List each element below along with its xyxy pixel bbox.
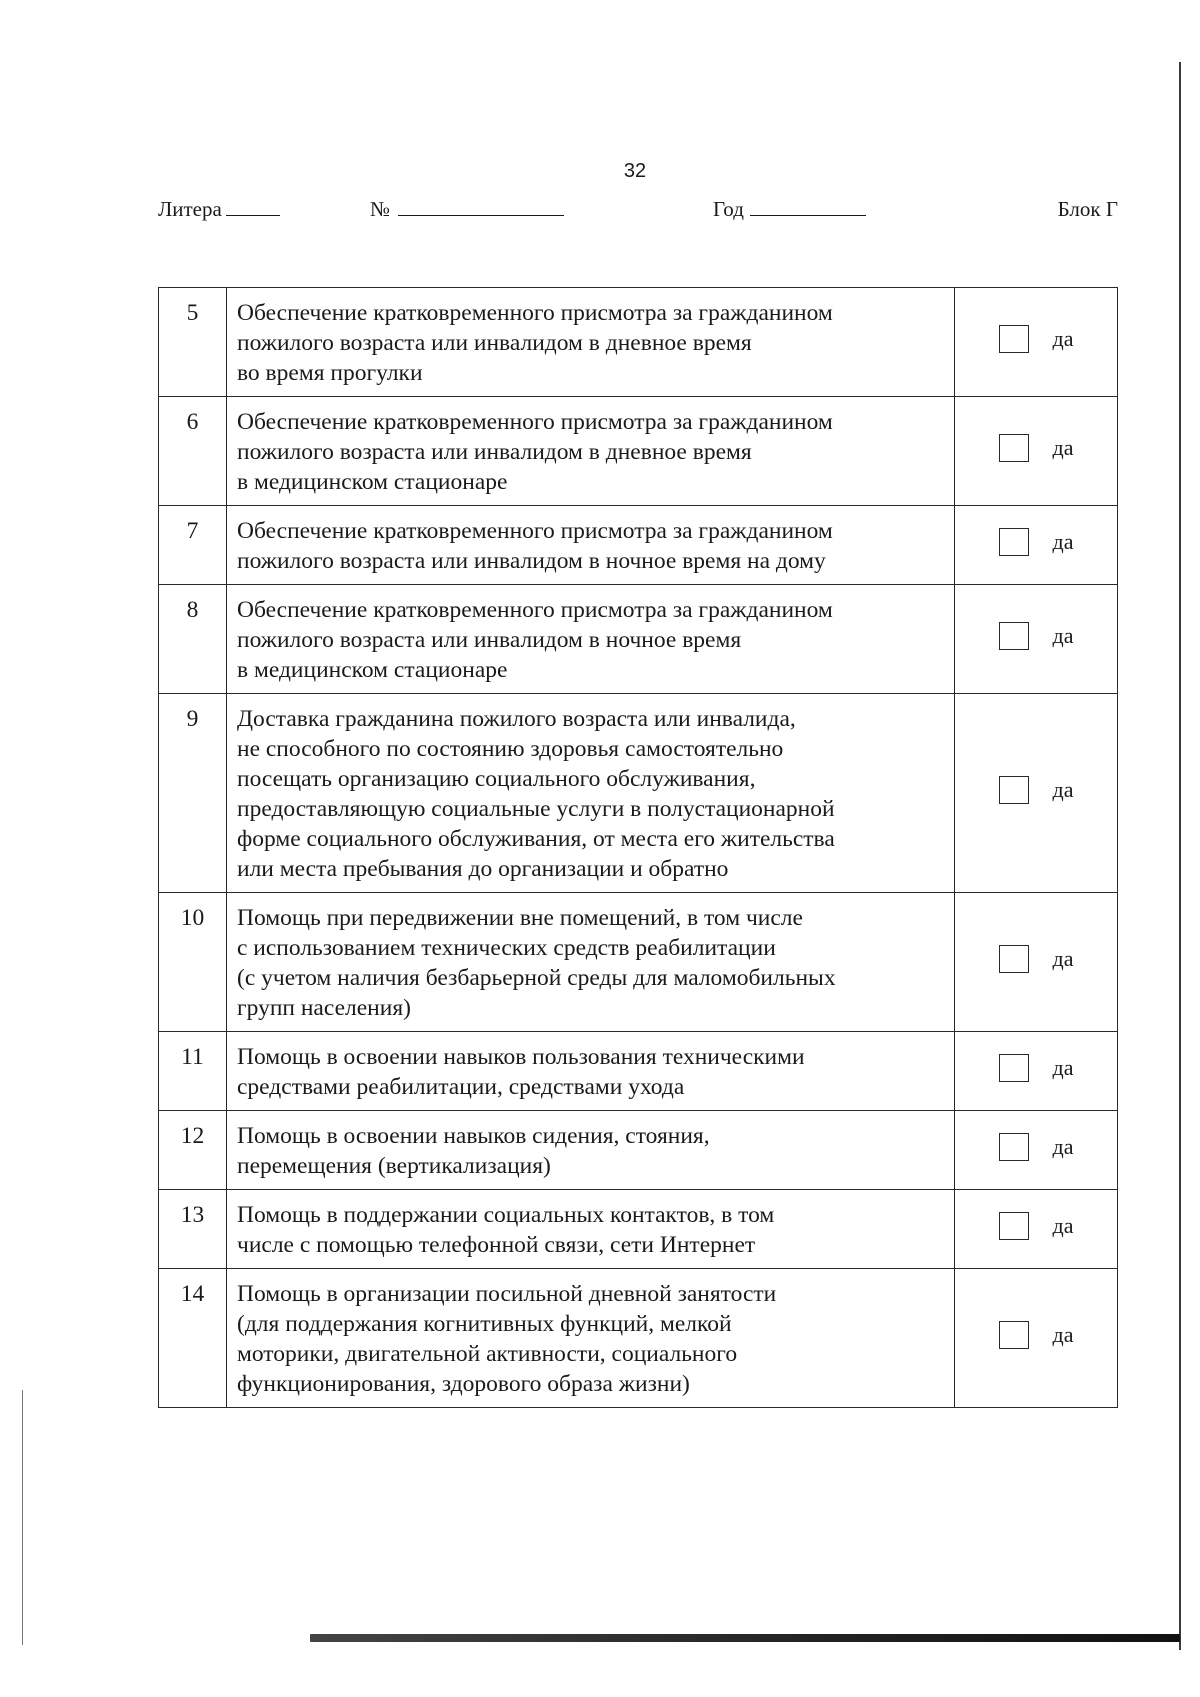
row-number: 5 [159,288,227,397]
description-line: Помощь в освоении навыков пользования техническими [237,1044,805,1070]
description-line: посещать организацию социального обслуживания, [237,766,756,792]
yes-checkbox[interactable] [999,622,1029,650]
answer-option [999,1053,1074,1083]
answer-cell [955,1190,1118,1269]
answer-cell [955,397,1118,506]
service-row [159,694,1118,893]
yes-label: да [1052,1054,1074,1080]
answer-option [999,433,1074,463]
answer-option [999,1132,1074,1162]
row-number: 6 [159,397,227,506]
yes-label: да [1052,1321,1074,1347]
row-number: 9 [159,694,227,893]
number-blank[interactable] [398,197,564,216]
answer-cell [955,506,1118,585]
yes-checkbox[interactable] [999,1212,1029,1240]
yes-label: да [1052,622,1074,648]
scan-edge-right [1179,62,1181,1650]
description-line: или места пребывания до организации и обратно [237,856,729,882]
service-row [159,585,1118,694]
answer-cell [955,1111,1118,1190]
description-line: предоставляющую социальные услуги в полустационарной [237,796,835,822]
answer-cell [955,694,1118,893]
answer-option [999,324,1074,354]
answer-cell [955,893,1118,1032]
row-number: 8 [159,585,227,694]
yes-checkbox[interactable] [999,528,1029,556]
row-number: 11 [159,1032,227,1111]
services-table-body [159,288,1118,1408]
block-label: Блок Г [1057,197,1118,221]
description-line: пожилого возраста или инвалидом в дневное время [237,439,752,465]
description-line: Помощь при передвижении вне помещений, в том числе [237,905,803,931]
services-table [158,287,1118,1408]
service-row [159,1111,1118,1190]
description-line: функционирования, здорового образа жизни) [237,1371,690,1397]
yes-label: да [1052,1212,1074,1238]
service-description [227,1190,955,1269]
service-description [227,506,955,585]
service-row [159,397,1118,506]
description-line: пожилого возраста или инвалидом в дневное время [237,330,752,356]
row-number: 14 [159,1269,227,1408]
year-label: Год [713,197,744,221]
yes-label: да [1052,325,1074,351]
row-number: 13 [159,1190,227,1269]
answer-option [999,527,1074,557]
row-number: 12 [159,1111,227,1190]
description-line: форме социального обслуживания, от места его жительства [237,826,835,852]
number-field [370,197,564,222]
yes-checkbox[interactable] [999,776,1029,804]
yes-checkbox[interactable] [999,1133,1029,1161]
service-row [159,506,1118,585]
form-header [158,197,1118,227]
yes-label: да [1052,1133,1074,1159]
yes-checkbox[interactable] [999,1054,1029,1082]
yes-checkbox[interactable] [999,325,1029,353]
service-description [227,288,955,397]
description-line: с использованием технических средств реабилитации [237,935,776,961]
description-line: числе с помощью телефонной связи, сети Интернет [237,1232,756,1258]
description-line: моторики, двигательной активности, социального [237,1341,738,1367]
service-row [159,893,1118,1032]
number-label: № [370,197,391,221]
service-row [159,1190,1118,1269]
answer-cell [955,1269,1118,1408]
description-line: не способного по состоянию здоровья самостоятельно [237,736,784,762]
page-number: 32 [623,160,647,182]
litera-field [158,197,280,222]
litera-label: Литера [158,197,222,221]
description-line: Обеспечение кратковременного присмотра за гражданином [237,300,833,326]
answer-option [999,944,1074,974]
service-description [227,1032,955,1111]
description-line: перемещения (вертикализация) [237,1153,551,1179]
service-description [227,1111,955,1190]
yes-checkbox[interactable] [999,945,1029,973]
description-line: пожилого возраста или инвалидом в ночное время [237,627,742,653]
yes-label: да [1052,528,1074,554]
description-line: во время прогулки [237,360,423,386]
row-number: 7 [159,506,227,585]
yes-checkbox[interactable] [999,434,1029,462]
answer-cell [955,585,1118,694]
description-line: групп населения) [237,995,411,1021]
answer-cell [955,1032,1118,1111]
service-row [159,288,1118,397]
description-line: средствами реабилитации, средствами ухода [237,1074,685,1100]
yes-label: да [1052,434,1074,460]
description-line: (с учетом наличия безбарьерной среды для маломобильных [237,965,836,991]
description-line: (для поддержания когнитивных функций, мелкой [237,1311,732,1337]
answer-option [999,775,1074,805]
service-description [227,397,955,506]
description-line: в медицинском стационаре [237,469,508,495]
service-description [227,893,955,1032]
yes-checkbox[interactable] [999,1321,1029,1349]
scan-edge-left [22,1390,23,1645]
litera-blank[interactable] [226,197,280,216]
service-description [227,585,955,694]
answer-option [999,1320,1074,1350]
answer-cell [955,288,1118,397]
service-description [227,1269,955,1408]
description-line: Обеспечение кратковременного присмотра за гражданином [237,597,833,623]
description-line: Обеспечение кратковременного присмотра за гражданином [237,518,833,544]
yes-label: да [1052,776,1074,802]
description-line: Обеспечение кратковременного присмотра за гражданином [237,409,833,435]
yes-label: да [1052,945,1074,971]
service-row [159,1269,1118,1408]
description-line: в медицинском стационаре [237,657,508,683]
description-line: Помощь в освоении навыков сидения, стояния, [237,1123,710,1149]
answer-option [999,621,1074,651]
scan-edge-bottom [310,1634,1180,1642]
description-line: Помощь в организации посильной дневной занятости [237,1281,777,1307]
service-row [159,1032,1118,1111]
description-line: Доставка гражданина пожилого возраста или инвалида, [237,706,796,732]
year-field [713,197,866,222]
service-description [227,694,955,893]
answer-option [999,1211,1074,1241]
description-line: Помощь в поддержании социальных контактов, в том [237,1202,775,1228]
row-number: 10 [159,893,227,1032]
description-line: пожилого возраста или инвалидом в ночное время на дому [237,548,826,574]
year-blank[interactable] [750,197,866,216]
